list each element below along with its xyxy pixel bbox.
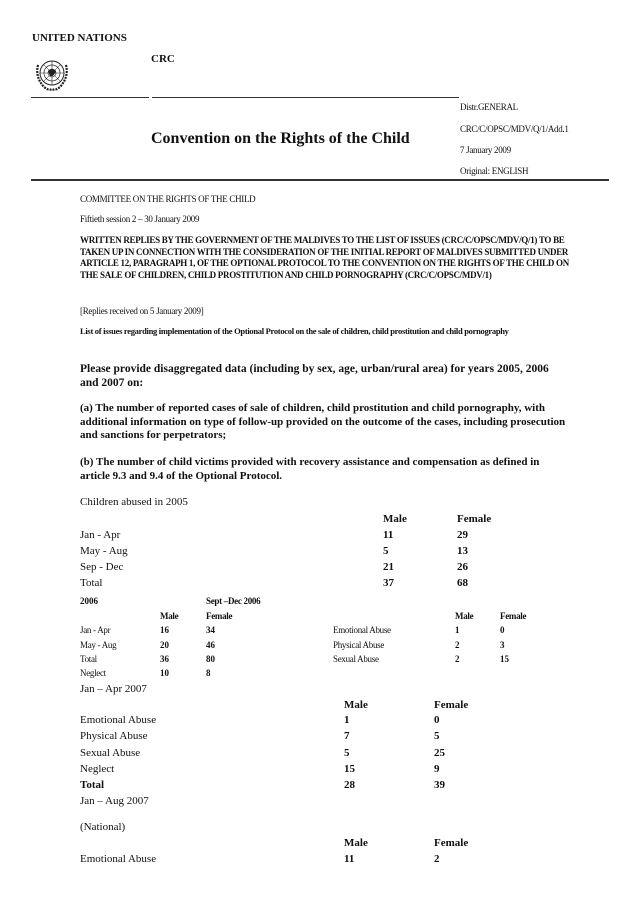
col-header-male: Male [344, 837, 368, 849]
cell-male: 10 [160, 668, 169, 678]
cell-male: 16 [160, 625, 169, 635]
org-name: UNITED NATIONS [32, 32, 127, 44]
distribution: Distr.GENERAL [460, 102, 518, 112]
cell-female: 3 [500, 640, 505, 650]
cell-female: 8 [206, 668, 211, 678]
document-symbol: CRC/C/OPSC/MDV/Q/1/Add.1 [460, 124, 569, 134]
original-language: Original: ENGLISH [460, 166, 529, 176]
row-label: May - Aug [80, 545, 128, 557]
table-caption: Jan – Apr 2007 [80, 683, 147, 695]
item-b: (b) The number of child victims provided with recovery assistance and compensation as defined in article 9.3 and 9.4 of the Optional Protocol. [80, 456, 540, 482]
cell-male: 1 [344, 714, 350, 726]
document-title: Convention on the Rights of the Child [151, 130, 410, 147]
row-label: Neglect [80, 668, 106, 678]
row-label: Physical Abuse [333, 640, 385, 650]
row-label: Emotional Abuse [80, 714, 157, 726]
cell-male: 11 [383, 529, 394, 541]
cell-male: 5 [344, 747, 350, 759]
cell-male: 7 [344, 730, 350, 742]
row-label: Emotional Abuse [80, 853, 157, 865]
table-caption: Sept –Dec 2006 [206, 596, 261, 606]
cell-female: 2 [434, 853, 440, 865]
cell-female: 0 [500, 625, 505, 635]
col-header-female: Female [500, 611, 527, 621]
row-label: Emotional Abuse [333, 625, 391, 635]
cell-male: 15 [344, 763, 355, 775]
question-text: Please provide disaggregated data (including by sex, age, urban/rural area) for years 2005, 2006 and 2007 on: [80, 363, 549, 389]
cell-male: 1 [455, 625, 460, 635]
item-a: (a) The number of reported cases of sale of children, child prostitution and child pornography, with additional information on type of follow-up provided on the outcome of the cases, including prosecution and sanctions for perpetrators; [80, 402, 566, 441]
row-label: Total [80, 654, 97, 664]
table-subcaption: (National) [80, 821, 126, 833]
row-label: Physical Abuse [80, 730, 148, 742]
cell-female: 13 [457, 545, 468, 557]
cell-female: 39 [434, 779, 445, 791]
cell-male: 11 [344, 853, 355, 865]
cell-female: 29 [457, 529, 468, 541]
row-label: Sep - Dec [80, 561, 124, 573]
col-header-female: Female [457, 513, 492, 525]
cell-male: 5 [383, 545, 389, 557]
cell-female: 34 [206, 625, 215, 635]
cell-female: 9 [434, 763, 440, 775]
cell-female: 25 [434, 747, 445, 759]
cell-female: 46 [206, 640, 215, 650]
row-label: Jan - Apr [80, 529, 121, 541]
row-label: Sexual Abuse [333, 654, 379, 664]
cell-male: 2 [455, 640, 460, 650]
col-header-female: Female [206, 611, 233, 621]
row-label: Neglect [80, 763, 115, 775]
cell-male: 37 [383, 577, 394, 589]
received-date: [Replies received on 5 January 2009] [80, 306, 204, 316]
header-divider-left [31, 97, 149, 98]
list-of-issues-title: List of issues regarding implementation of the Optional Protocol on the sale of children, child prostitution and child pornography [80, 326, 509, 336]
table-caption: 2006 [80, 596, 98, 606]
un-emblem-icon [32, 55, 72, 95]
cell-female: 68 [457, 577, 468, 589]
cell-male: 28 [344, 779, 355, 791]
cell-male: 20 [160, 640, 169, 650]
cell-female: 26 [457, 561, 468, 573]
session-info: Fiftieth session 2 – 30 January 2009 [80, 214, 200, 224]
row-label: Sexual Abuse [80, 747, 141, 759]
col-header-male: Male [455, 611, 474, 621]
col-header-female: Female [434, 837, 469, 849]
cell-female: 5 [434, 730, 440, 742]
col-header-male: Male [383, 513, 407, 525]
symbol-short: CRC [151, 53, 175, 65]
row-label: Total [80, 577, 103, 589]
col-header-male: Male [160, 611, 179, 621]
cell-female: 80 [206, 654, 215, 664]
col-header-male: Male [344, 699, 368, 711]
col-header-female: Female [434, 699, 469, 711]
cell-female: 15 [500, 654, 509, 664]
cell-male: 36 [160, 654, 169, 664]
header-divider-right [152, 97, 459, 98]
header-bottom-rule [31, 179, 609, 181]
row-label: May - Aug [80, 640, 117, 650]
document-date: 7 January 2009 [460, 145, 511, 155]
row-label-total: Total [80, 779, 105, 791]
cell-female: 0 [434, 714, 440, 726]
cell-male: 21 [383, 561, 394, 573]
row-label: Jan - Apr [80, 625, 111, 635]
table-caption: Jan – Aug 2007 [80, 795, 149, 807]
cell-male: 2 [455, 654, 460, 664]
committee-name: COMMITTEE ON THE RIGHTS OF THE CHILD [80, 194, 256, 204]
table-caption: Children abused in 2005 [80, 496, 188, 508]
document-heading: WRITTEN REPLIES BY THE GOVERNMENT OF THE MALDIVES TO THE LIST OF ISSUES (CRC/C/OPSC/MDV/Q/1) TO BE TAKEN UP IN CONNECTION WITH THE CONSIDERATION OF THE INITIAL REPORT OF MALDIVES SUBMITTED UNDER ARTICLE 12, PARAGRAPH 1, OF THE OPTIONAL PROTOCOL TO THE CONVENTION ON THE RIGHTS OF THE CHILD ON THE SALE OF CHILDREN, CHILD PROSTITUTION AND CHILD PORNOGRAPHY (CRC/C/OPSC/MDV/1) [80, 235, 569, 280]
